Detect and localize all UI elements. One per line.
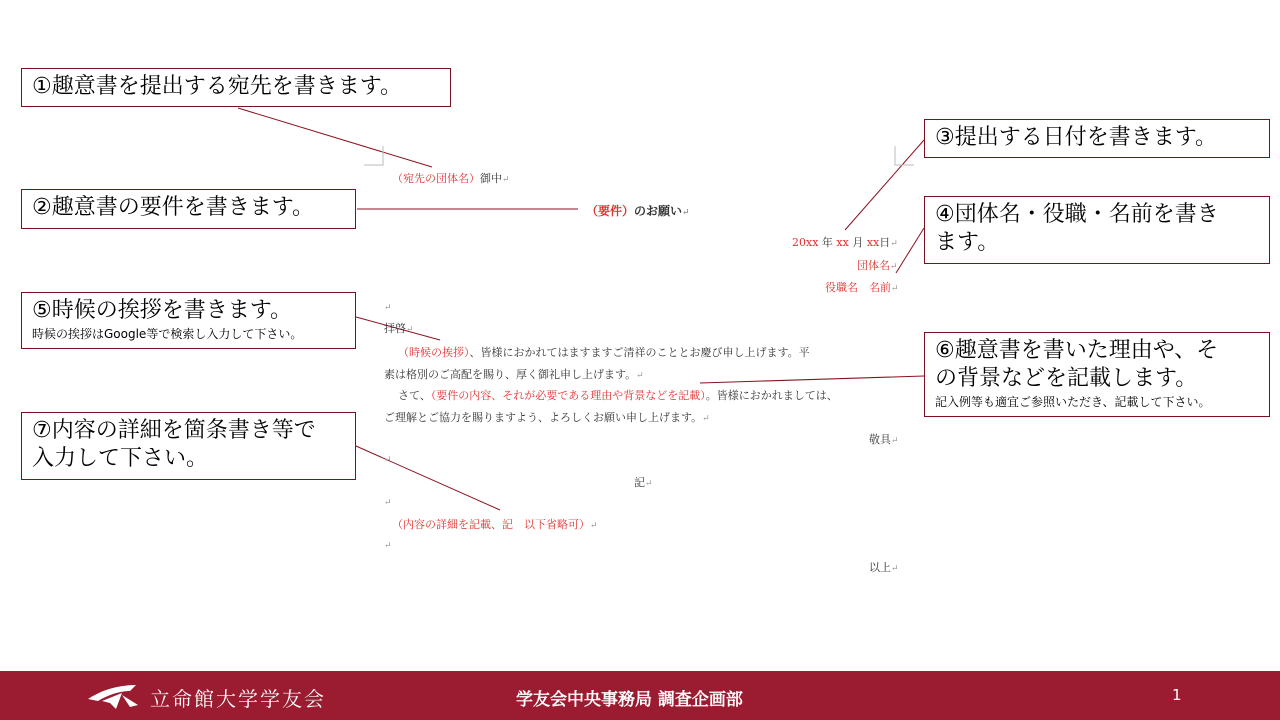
- para2-prefix: さて、: [398, 389, 431, 402]
- callout-4-sender: [924, 196, 1270, 264]
- callout-1-addressee: [21, 68, 451, 107]
- doc-blank-line-1: [384, 300, 392, 313]
- callout-6-text-line2: の背景などを記載します。: [935, 366, 1198, 391]
- return-mark: ↵: [890, 239, 898, 249]
- details-placeholder: （内容の詳細を記載、記 以下省略可）: [392, 518, 590, 531]
- org-name: 団体名: [857, 259, 890, 272]
- para2-b: ご理解とご協力を賜りますよう、よろしくお願い申し上げます。: [384, 411, 703, 424]
- leader-line-4: [896, 228, 924, 273]
- ki: 記: [634, 476, 645, 489]
- return-mark: ↵: [645, 479, 653, 489]
- para1-b: 素は格別のご高配を賜り、厚く御礼申し上げます。: [384, 368, 637, 381]
- reason-placeholder: （要件の内容、それが必要である理由や背景などを記載）: [430, 389, 706, 402]
- callout-4-text-line2: ます。: [935, 230, 1000, 255]
- return-mark: ↵: [891, 564, 899, 574]
- para1-a: 、皆様におかれてはますますご清祥のこととお慶び申し上げます。平: [469, 346, 810, 359]
- date-year-label: 年: [821, 236, 833, 249]
- doc-title-name-line: [825, 279, 899, 295]
- return-mark: ↵: [890, 262, 898, 272]
- return-mark: ↵: [502, 175, 510, 185]
- callout-1-text: ①趣意書を提出する宛先を書きます。: [32, 74, 402, 99]
- doc-ki-line: [634, 474, 653, 490]
- doc-blank-line-3: [384, 495, 392, 508]
- return-mark: ↵: [636, 371, 644, 381]
- leader-line-1: [238, 108, 432, 167]
- callout-6-subtext: 記入例等も適宜ご参照いただき、記載して下さい。: [935, 395, 1211, 409]
- date-day: xx: [866, 236, 880, 249]
- callout-2-subject: [21, 189, 356, 229]
- doc-blank-line-2: [384, 452, 392, 465]
- doc-addressee-line: [392, 170, 510, 186]
- footer-org-name: 立命館大学学友会: [150, 687, 326, 711]
- return-mark: ↵: [682, 208, 690, 218]
- leader-line-6: [700, 376, 924, 383]
- callout-5-subtext: 時候の挨拶はGoogle等で検索し入力して下さい。: [32, 327, 303, 341]
- addressee-suffix: 御中: [480, 172, 502, 185]
- footer-bar: [0, 671, 1280, 720]
- return-mark: ↵: [590, 521, 598, 531]
- page-corner-mark-right: [894, 146, 914, 166]
- ritsumeikan-logo-icon: [86, 681, 142, 711]
- para2-a: 。皆様におかれましては、: [705, 389, 838, 402]
- doc-para1-line1: [398, 344, 810, 360]
- callout-5-text: ⑤時候の挨拶を書きます。: [32, 298, 292, 323]
- doc-greeting-open-line: [384, 320, 414, 336]
- doc-subject-line: [586, 202, 690, 219]
- callout-6-text-line1: ⑥趣意書を書いた理由や、そ: [935, 338, 1219, 363]
- return-mark: ↵: [891, 436, 899, 446]
- date-day-label: 日: [879, 236, 891, 249]
- doc-end-line: [869, 559, 899, 575]
- callout-7-text-line1: ⑦内容の詳細を箇条書き等で: [32, 418, 316, 443]
- greeting-open: 拝啓: [384, 322, 406, 335]
- callout-2-text: ②趣意書の要件を書きます。: [32, 195, 314, 220]
- callout-5-season: [21, 292, 356, 349]
- return-mark: ↵: [406, 325, 414, 335]
- callout-7-details: [21, 412, 356, 480]
- title-name: 役職名 名前: [825, 281, 891, 294]
- doc-para2-line2: [384, 409, 710, 425]
- doc-closing-line: [869, 431, 899, 447]
- return-mark: ↵: [384, 455, 392, 465]
- return-mark: ↵: [384, 541, 392, 551]
- addressee-placeholder: （宛先の団体名）: [392, 172, 480, 185]
- callout-3-date: [924, 119, 1270, 158]
- season-placeholder: （時候の挨拶）: [398, 346, 470, 359]
- callout-3-text: ③提出する日付を書きます。: [935, 125, 1217, 150]
- doc-blank-line-4: [384, 538, 392, 551]
- doc-para2-line1: [398, 387, 838, 403]
- footer-department: 学友会中央事務局 調査企画部: [516, 690, 743, 710]
- subject-placeholder: （要件）: [586, 204, 635, 218]
- callout-6-reason: [924, 332, 1270, 417]
- callout-7-text-line2: 入力して下さい。: [32, 446, 209, 471]
- date-month-label: 月: [852, 236, 864, 249]
- callout-4-text-line1: ④団体名・役職・名前を書き: [935, 202, 1219, 227]
- return-mark: ↵: [891, 284, 899, 294]
- subject-suffix: のお願い: [634, 204, 683, 218]
- doc-date-line: [792, 234, 898, 250]
- doc-details-line: [392, 516, 598, 532]
- return-mark: ↵: [384, 303, 392, 313]
- date-year: 20xx: [792, 236, 819, 249]
- end-mark: 以上: [869, 561, 891, 574]
- doc-para1-line2: [384, 366, 644, 382]
- closing: 敬具: [869, 433, 891, 446]
- return-mark: ↵: [384, 498, 392, 508]
- page-number: 1: [1172, 686, 1182, 704]
- page-corner-mark-left: [364, 146, 384, 166]
- return-mark: ↵: [702, 414, 710, 424]
- leader-line-7: [356, 446, 500, 510]
- date-month: xx: [836, 236, 849, 249]
- doc-org-name-line: [857, 257, 898, 273]
